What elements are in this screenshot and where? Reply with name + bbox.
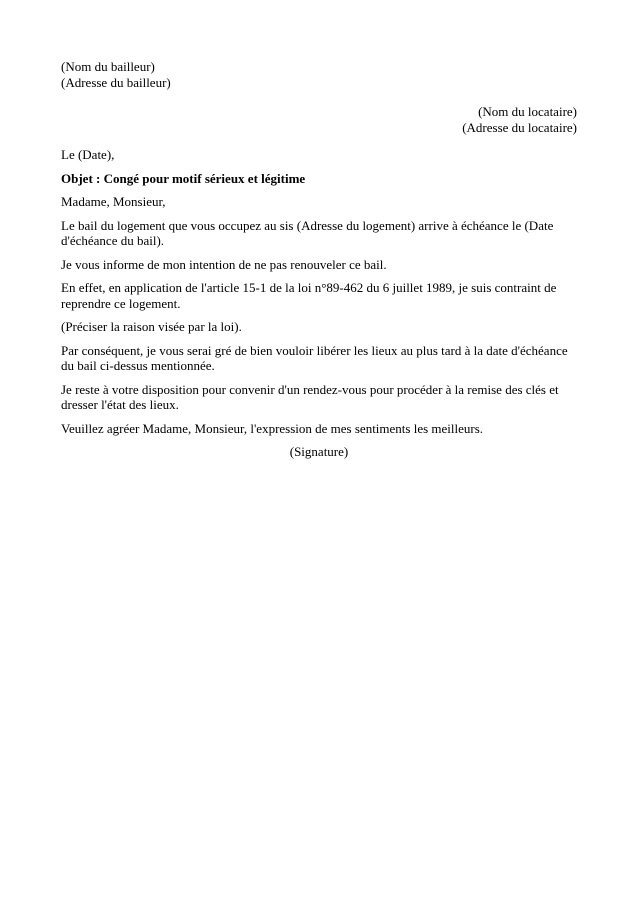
date-line: Le (Date),: [61, 147, 115, 162]
salutation: Madame, Monsieur,: [61, 194, 166, 209]
paragraph-intention: Je vous informe de mon intention de ne pas renouveler ce bail.: [61, 256, 387, 272]
signature: (Signature): [289, 444, 349, 459]
paragraph-reason: (Préciser la raison visée par la loi).: [61, 319, 242, 334]
letter-page: [61, 59, 577, 473]
landlord-address: (Adresse du bailleur): [61, 74, 171, 90]
paragraph-closing: Veuillez agréer Madame, Monsieur, l'expression de mes sentiments les meilleurs.: [61, 420, 484, 436]
paragraph-legal-basis: En effet, en application de l'article 15-1 de la loi n°89-462 du 6 juillet 1989, je suis contraint de reprendre ce logement.: [61, 280, 557, 311]
paragraph-vacate: Par conséquent, je vous serai gré de bien vouloir libérer les lieux au plus tard à la date d'échéance du bail ci-dessus mentionnée.: [61, 342, 568, 373]
paragraph-lease-end: Le bail du logement que vous occupez au sis (Adresse du logement) arrive à échéance le (Date d'échéance du bail).: [61, 217, 554, 248]
tenant-block: [61, 104, 577, 135]
landlord-name: (Nom du bailleur): [61, 59, 155, 74]
paragraph-availability: Je reste à votre disposition pour convenir d'un rendez-vous pour procéder à la remise des clés et dresser l'état des lieux.: [61, 381, 559, 412]
subject-line: Objet : Congé pour motif sérieux et légitime: [61, 170, 306, 186]
landlord-block: [61, 59, 577, 90]
tenant-name: (Nom du locataire): [478, 104, 577, 119]
tenant-address: (Adresse du locataire): [462, 119, 577, 135]
